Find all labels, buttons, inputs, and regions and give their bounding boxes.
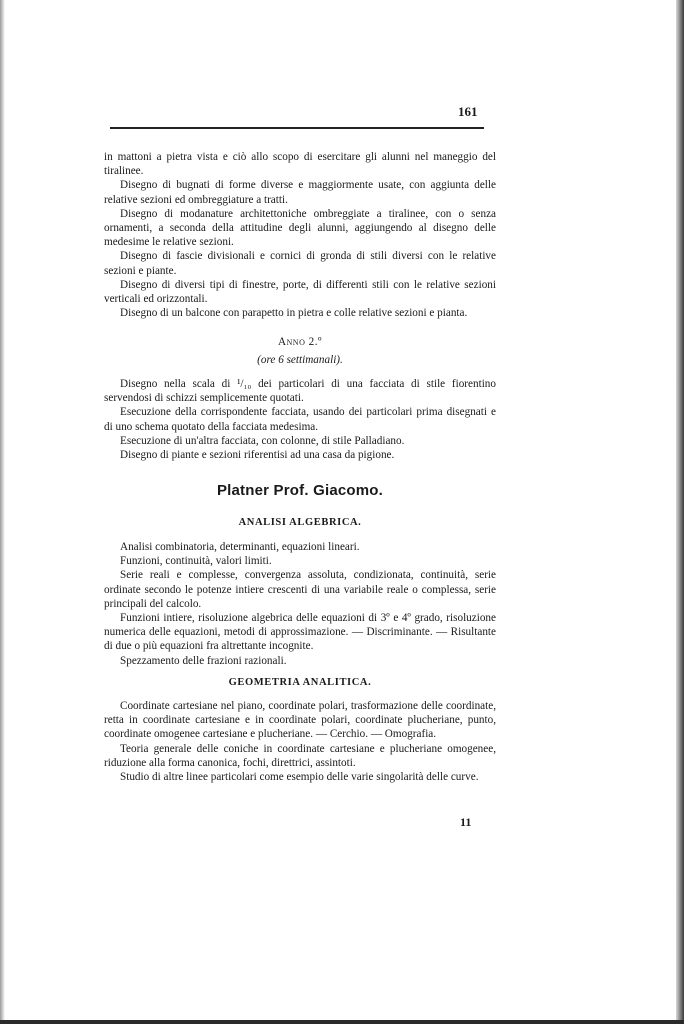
header-rule [110, 127, 484, 129]
analisi-paragraph: Funzioni intiere, risoluzione algebrica delle equazioni di 3º e 4º grado, risoluzione numerica delle equazioni, metodi di approssimazione. — Discriminante. — Risultante di due o più equazioni fra altrettante incognite. [104, 612, 496, 653]
ore-heading: (ore 6 settimanali). [257, 354, 343, 366]
intro-paragraph: Disegno di modanature architettoniche ombreggiate a tiralinee, con o senza ornamenti, a seconda della attitudine degli alunni, aggiungendo al disegno delle medesime le relative sezioni. [104, 207, 496, 249]
intro-paragraph: Disegno di fascie divisionali e cornici di gronda di stili diversi con le relative sezioni e piante. [104, 250, 496, 277]
geometria-text [104, 699, 496, 784]
anno-paragraph: Esecuzione della corrispondente facciata, usando dei particolari prima disegnati e di uno schema quotato della facciata medesima. [104, 406, 496, 433]
geometria-heading: GEOMETRIA ANALITICA. [228, 677, 372, 688]
geometria-paragraph: Studio di altre linee particolari come esempio delle varie singolarità delle curve. [120, 771, 479, 784]
analisi-text [104, 540, 496, 668]
anno-paragraph: Esecuzione di un'altra facciata, con colonne, di stile Palladiano. [120, 434, 405, 447]
intro-paragraph: Disegno di un balcone con parapetto in pietra e colle relative sezioni e pianta. [120, 307, 468, 320]
analisi-paragraph: Analisi combinatoria, determinanti, equazioni lineari. [120, 541, 360, 553]
page-edge-right [676, 0, 684, 1024]
anno-paragraph: Disegno nella scala di ¹/₁₀ dei particolari di una facciata di stile fiorentino servendosi di schizzi semplicemente quotati. [104, 378, 496, 405]
professor-heading: Platner Prof. Giacomo. [216, 482, 384, 499]
signature-mark: 11 [460, 815, 472, 829]
intro-text [104, 150, 496, 320]
analisi-paragraph: Funzioni, continuità, valori limiti. [120, 555, 272, 568]
page-number: 161 [458, 104, 478, 119]
intro-paragraph: Disegno di bugnati di forme diverse e maggiormente usate, con aggiunta delle relative sezioni ed ombreggiature a tratti. [104, 179, 496, 206]
anno-heading: Anno 2.º [277, 336, 323, 348]
analisi-paragraph: Serie reali e complesse, convergenza assoluta, condizionata, continuità, serie ordinate secondo le potenze intiere crescenti di una variabile reale o complessa, serie principali del calcolo. [104, 569, 496, 610]
page-edge-left [0, 0, 5, 1024]
analisi-paragraph: Spezzamento delle frazioni razionali. [120, 654, 287, 667]
anno-text [104, 377, 496, 462]
intro-paragraph: Disegno di diversi tipi di finestre, porte, di differenti stili con le relative sezioni verticali ed orizzontali. [104, 278, 496, 306]
anno-paragraph: Disegno di piante e sezioni riferentisi ad una casa da pigione. [120, 449, 395, 462]
page-edge-bottom [0, 1020, 684, 1024]
geometria-paragraph: Teoria generale delle coniche in coordinate cartesiane e plucheriane omogenee, riduzione alla forma canonica, fochi, direttrici, assintoti. [104, 742, 496, 769]
geometria-paragraph: Coordinate cartesiane nel piano, coordinate polari, trasformazione delle coordinate, retta in coordinate cartesiane e in coordinate polari, coordinate plucheriane, punto, coordinate omogenee cartesiane e plucheriane. — Cerchio. — Omografia. [104, 700, 496, 741]
analisi-heading: ANALISI ALGEBRICA. [238, 517, 362, 528]
intro-paragraph: in mattoni a pietra vista e ciò allo scopo di esercitare gli alunni nel maneggio del tiralinee. [104, 151, 496, 178]
